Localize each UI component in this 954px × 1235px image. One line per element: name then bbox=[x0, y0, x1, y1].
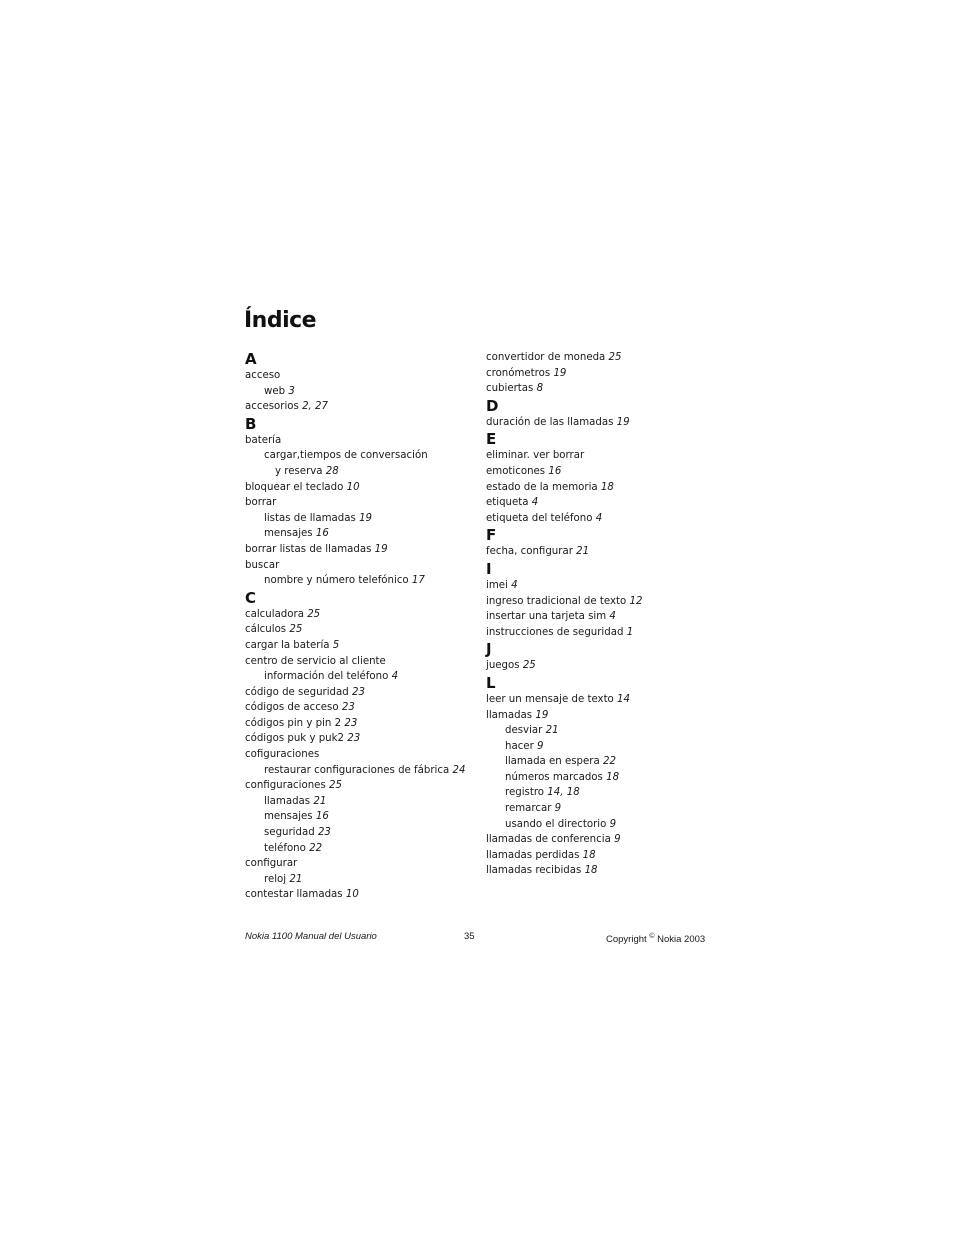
index-term: bloquear el teclado bbox=[245, 481, 344, 493]
index-page-ref: 4 bbox=[609, 611, 616, 623]
index-page-ref: 18 bbox=[582, 849, 596, 861]
index-term: remarcar bbox=[505, 803, 552, 815]
index-page-ref: 17 bbox=[411, 575, 425, 587]
index-letter-heading: F bbox=[486, 526, 497, 545]
index-entry bbox=[245, 778, 481, 794]
page-title: Índice bbox=[244, 308, 317, 333]
index-entry bbox=[486, 848, 722, 864]
index-entry bbox=[486, 448, 722, 464]
index-page-ref: 3 bbox=[288, 385, 295, 397]
index-term: eliminar. ver borrar bbox=[486, 450, 585, 462]
index-page-ref: 1 bbox=[626, 626, 634, 638]
index-subentry bbox=[245, 526, 481, 542]
index-term: cronómetros bbox=[486, 367, 551, 379]
index-term: insertar una tarjeta sim bbox=[486, 611, 607, 623]
index-entry bbox=[245, 700, 481, 716]
index-subentry bbox=[486, 770, 722, 786]
index-entry bbox=[245, 747, 481, 763]
index-term: hacer bbox=[505, 740, 534, 752]
index-subentry bbox=[245, 809, 481, 825]
index-term: códigos pin y pin 2 bbox=[245, 717, 342, 729]
index-term: números marcados bbox=[505, 771, 603, 783]
copyright-symbol: © bbox=[649, 933, 655, 940]
index-subentry bbox=[486, 801, 722, 817]
index-entry bbox=[486, 480, 722, 496]
index-term: reloj bbox=[264, 873, 287, 885]
index-term: seguridad bbox=[264, 827, 315, 839]
index-subentry bbox=[245, 511, 481, 527]
index-page-ref: 10 bbox=[346, 481, 360, 493]
index-entry bbox=[245, 685, 481, 701]
index-term: llamadas bbox=[486, 709, 533, 721]
index-subentry bbox=[486, 754, 722, 770]
index-page-ref: 9 bbox=[554, 803, 562, 815]
index-page-ref: 21 bbox=[313, 795, 327, 807]
index-subentry bbox=[245, 872, 481, 888]
index-entry bbox=[245, 495, 481, 511]
index-letter-heading: E bbox=[486, 430, 497, 449]
index-entry bbox=[486, 594, 722, 610]
index-entry bbox=[486, 863, 722, 879]
index-term: configuraciones bbox=[245, 780, 326, 792]
index-subentry bbox=[245, 794, 481, 810]
index-page-ref: 18 bbox=[600, 481, 614, 493]
index-page-ref: 4 bbox=[391, 671, 399, 683]
index-page-ref: 4 bbox=[595, 512, 603, 524]
index-page-ref: 19 bbox=[359, 512, 373, 524]
index-term: registro bbox=[505, 787, 545, 799]
index-page-ref: 24 bbox=[452, 764, 466, 776]
index-page-ref: 8 bbox=[536, 383, 544, 395]
index-entry bbox=[486, 464, 722, 480]
index-entry bbox=[245, 654, 481, 670]
index-term: y reserva bbox=[275, 465, 323, 477]
index-term: borrar listas de llamadas bbox=[245, 543, 372, 555]
index-term: desviar bbox=[505, 725, 543, 737]
index-term: cofiguraciones bbox=[245, 749, 320, 761]
index-term: etiqueta del teléfono bbox=[486, 512, 593, 524]
index-term: calculadora bbox=[245, 608, 304, 620]
index-page-ref: 25 bbox=[289, 624, 303, 636]
index-column-left bbox=[245, 350, 481, 903]
index-page-ref: 28 bbox=[325, 465, 339, 477]
index-entry bbox=[245, 731, 481, 747]
index-page-ref: 19 bbox=[374, 543, 388, 555]
index-term: códigos de acceso bbox=[245, 702, 339, 714]
index-term: fecha, configurar bbox=[486, 546, 573, 558]
index-subentry bbox=[486, 739, 722, 755]
index-page-ref: 21 bbox=[289, 873, 303, 885]
index-page-ref: 23 bbox=[341, 702, 355, 714]
index-term: teléfono bbox=[264, 842, 306, 854]
index-entry bbox=[486, 350, 722, 366]
index-page-ref: 12 bbox=[629, 595, 643, 607]
index-subentry bbox=[245, 464, 481, 480]
index-entry bbox=[486, 366, 722, 382]
index-page-ref: 14 bbox=[617, 693, 631, 705]
index-page-ref: 14, 18 bbox=[547, 787, 580, 799]
index-entry bbox=[486, 544, 722, 560]
index-page-ref: 23 bbox=[352, 686, 365, 698]
index-term: web bbox=[264, 385, 286, 397]
index-term: imei bbox=[486, 579, 508, 591]
index-page-ref: 10 bbox=[345, 889, 359, 901]
index-term: instrucciones de seguridad bbox=[486, 626, 624, 638]
index-term: estado de la memoria bbox=[486, 481, 598, 493]
index-term: listas de llamadas bbox=[264, 512, 356, 524]
index-term: cálculos bbox=[245, 624, 287, 636]
index-entry bbox=[486, 578, 722, 594]
index-term: buscar bbox=[245, 559, 280, 571]
index-term: convertidor de moneda bbox=[486, 352, 606, 363]
index-entry bbox=[245, 558, 481, 574]
index-subentry bbox=[245, 763, 481, 779]
index-entry bbox=[245, 399, 481, 415]
index-entry bbox=[486, 609, 722, 625]
index-letter-heading: I bbox=[486, 559, 492, 578]
index-column-right bbox=[486, 350, 722, 879]
index-term: llamadas bbox=[264, 795, 311, 807]
index-page-ref: 4 bbox=[511, 579, 518, 591]
index-entry bbox=[245, 716, 481, 732]
index-page-ref: 22 bbox=[602, 756, 616, 768]
index-term: batería bbox=[245, 434, 282, 446]
index-letter-heading: D bbox=[486, 396, 499, 415]
index-subentry bbox=[245, 448, 481, 464]
index-entry bbox=[486, 415, 722, 431]
index-page-ref: 21 bbox=[545, 725, 559, 737]
index-page-ref: 18 bbox=[584, 865, 598, 877]
index-term: accesorios bbox=[245, 401, 299, 413]
index-term: cubiertas bbox=[486, 383, 534, 395]
index-term: borrar bbox=[245, 497, 277, 509]
index-page-ref: 16 bbox=[548, 465, 562, 477]
index-letter-heading: B bbox=[245, 414, 257, 433]
index-page-ref: 25 bbox=[307, 608, 321, 620]
index-page-ref: 25 bbox=[522, 660, 536, 672]
index-term: configurar bbox=[245, 858, 298, 870]
index-term: llamada en espera bbox=[505, 756, 600, 768]
index-letter-heading: J bbox=[486, 640, 492, 659]
index-subentry bbox=[245, 825, 481, 841]
index-term: llamadas recibidas bbox=[486, 865, 582, 877]
index-term: centro de servicio al cliente bbox=[245, 655, 386, 667]
index-letter-heading: A bbox=[245, 350, 257, 368]
index-page-ref: 23 bbox=[344, 717, 358, 729]
index-term: código de seguridad bbox=[245, 686, 349, 698]
index-page-ref: 16 bbox=[315, 811, 329, 823]
index-term: cargar,tiempos de conversación bbox=[264, 450, 428, 462]
index-term: llamadas de conferencia bbox=[486, 834, 611, 846]
index-subentry bbox=[245, 384, 481, 400]
index-page-ref: 4 bbox=[531, 497, 539, 509]
copyright-suffix: Nokia 2003 bbox=[657, 934, 706, 946]
index-page-ref: 5 bbox=[332, 639, 340, 651]
footer-copyright bbox=[606, 931, 705, 946]
footer-manual-title: Nokia 1100 Manual del Usuario bbox=[245, 931, 377, 942]
index-entry bbox=[486, 832, 722, 848]
index-page-ref: 21 bbox=[576, 546, 590, 558]
index-entry bbox=[486, 511, 722, 527]
index-subentry bbox=[245, 841, 481, 857]
index-term: llamadas perdidas bbox=[486, 849, 580, 861]
index-term: nombre y número telefónico bbox=[264, 575, 409, 587]
index-term: emoticones bbox=[486, 465, 546, 477]
index-letter-heading: C bbox=[245, 588, 257, 607]
index-page-ref: 16 bbox=[315, 528, 329, 540]
index-letter-heading: L bbox=[486, 673, 496, 692]
index-term: etiqueta bbox=[486, 497, 529, 509]
index-page-ref: 19 bbox=[553, 367, 567, 379]
index-entry bbox=[486, 658, 722, 674]
index-entry bbox=[245, 638, 481, 654]
index-term: leer un mensaje de texto bbox=[486, 693, 614, 705]
index-term: mensajes bbox=[264, 528, 313, 540]
index-page-ref: 23 bbox=[347, 733, 361, 745]
index-term: códigos puk y puk2 bbox=[245, 733, 345, 745]
index-entry bbox=[245, 480, 481, 496]
index-subentry bbox=[486, 817, 722, 833]
index-entry bbox=[486, 692, 722, 708]
index-page-ref: 25 bbox=[329, 780, 342, 792]
index-page-ref: 9 bbox=[609, 818, 617, 830]
index-page-ref: 19 bbox=[535, 709, 549, 721]
index-term: usando el directorio bbox=[505, 818, 607, 830]
index-term: restaurar configuraciones de fábrica bbox=[264, 764, 450, 776]
footer-page-number: 35 bbox=[464, 931, 475, 942]
index-term: juegos bbox=[486, 660, 520, 672]
index-term: ingreso tradicional de texto bbox=[486, 595, 627, 607]
index-entry bbox=[486, 495, 722, 511]
index-subentry bbox=[486, 723, 722, 739]
copyright-prefix: Copyright bbox=[606, 934, 647, 946]
index-entry bbox=[245, 887, 481, 903]
index-term: información del teléfono bbox=[264, 671, 389, 683]
index-entry bbox=[245, 856, 481, 872]
index-entry bbox=[486, 381, 722, 397]
index-subentry bbox=[486, 785, 722, 801]
index-term: contestar llamadas bbox=[245, 889, 343, 901]
index-term: cargar la batería bbox=[245, 639, 330, 651]
index-entry bbox=[245, 622, 481, 638]
index-term: acceso bbox=[245, 370, 281, 381]
index-page-ref: 23 bbox=[317, 827, 331, 839]
index-page-ref: 22 bbox=[309, 842, 323, 854]
index-subentry bbox=[245, 573, 481, 589]
index-page-ref: 18 bbox=[606, 771, 620, 783]
index-entry bbox=[245, 542, 481, 558]
index-term: mensajes bbox=[264, 811, 313, 823]
index-entry bbox=[486, 708, 722, 724]
index-term: duración de las llamadas bbox=[486, 416, 614, 428]
index-entry bbox=[245, 368, 481, 384]
index-page-ref: 9 bbox=[537, 740, 544, 752]
index-subentry bbox=[245, 669, 481, 685]
index-page-ref: 2, 27 bbox=[302, 401, 328, 413]
index-page-ref: 19 bbox=[616, 416, 630, 428]
index-entry bbox=[245, 433, 481, 449]
index-page-ref: 9 bbox=[614, 834, 621, 846]
index-page-ref: 25 bbox=[608, 352, 622, 363]
index-entry bbox=[486, 625, 722, 641]
index-entry bbox=[245, 607, 481, 623]
